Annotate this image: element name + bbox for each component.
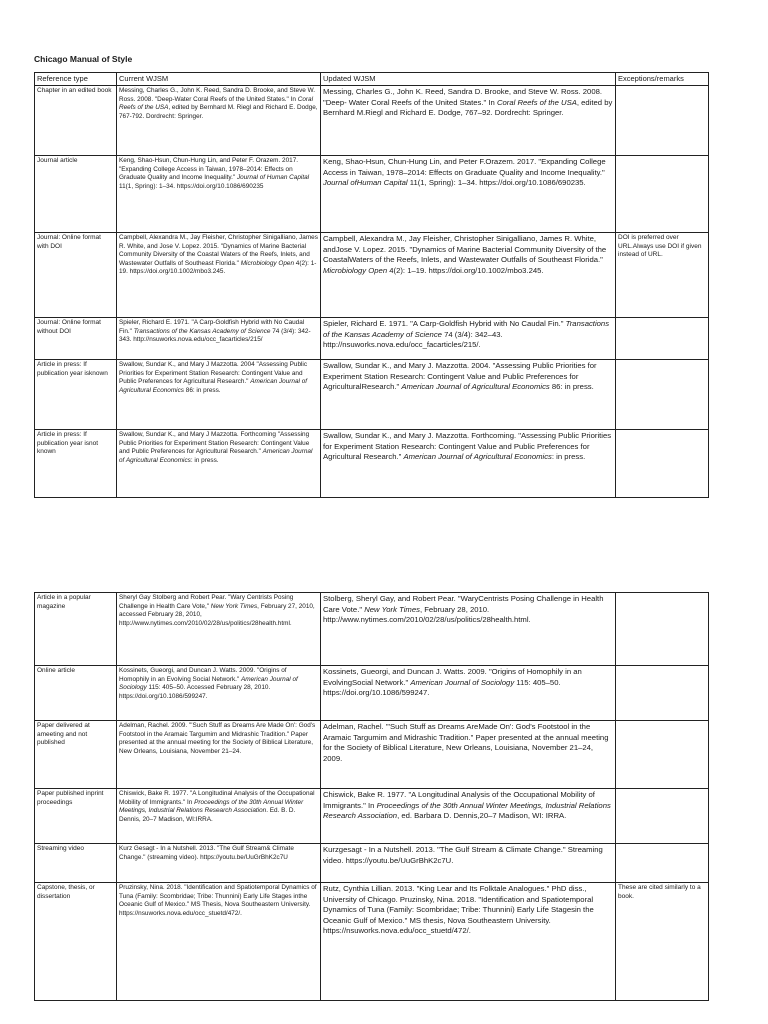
citation-text: , ed. Barbara D. Dennis,20–7 Madison, WI: IRRA. (397, 811, 567, 821)
reference-type-cell: Paper delivered at ameeting and not published (35, 721, 117, 789)
citation-text: : in press. (190, 456, 219, 464)
updated-wjsm-cell (321, 86, 616, 156)
exceptions-cell (616, 318, 709, 360)
citation-text: 4(2): 1–19. https://doi.org/10.1002/mbo3.245. (387, 265, 544, 275)
citation-text: Kossinets, Gueorgi, and Duncan J. Watts. 2009. "Origins of Homophily in an Evolving Social Network." (119, 667, 287, 683)
table-row (35, 233, 709, 318)
current-wjsm-cell (117, 883, 321, 1001)
reference-type-cell: Capstone, thesis, or dissertation (35, 883, 117, 1001)
reference-type-cell: Streaming video (35, 844, 117, 883)
citation-text: Keng, Shao-Hsun, Chun-Hung Lin, and Peter F. Orazem. 2017. "Expanding College Access in Taiwan, 1978–2014: Effects on Graduate Quality and Income Inequality." (119, 157, 299, 182)
header-updated-wjsm: Updated WJSM (321, 73, 616, 86)
table-row (35, 789, 709, 844)
table-row (35, 430, 709, 498)
citation-text: Swallow, Sundar K., and Mary J. Mazzotta. Forthcoming. "Assessing Public Priorities for Experiment Station Research: Contingent Value and Public Preferences for Agricultural Research." (323, 431, 612, 462)
citation-text: 86: in press. (549, 382, 594, 392)
updated-wjsm-cell (321, 721, 616, 789)
citation-text: Chiswick, Bake R. 1977. "A Longitudinal Analysis of the Occupational Mobility of Immigrants." In (323, 790, 595, 810)
exceptions-cell (616, 360, 709, 430)
citation-text: 74 (3/4): 342-343. http://nsuworks.nova.edu/occ_facarticles/215/ (119, 327, 311, 344)
citation-text: . Ed. B. D. Dennis, 20–7 Madison, WI:IRRA. (119, 807, 296, 823)
citation-text: Swallow, Sundar K., and Mary J Mazzotta. Forthcoming "Assessing Public Priorities for Experiment Station Research: Contingent Value and Public Preferences for Agricultural Research." (119, 431, 310, 456)
header-reference-type: Reference type (35, 73, 117, 86)
citation-text: Keng, Shao-Hsun, Chun-Hung Lin, and Peter F.Orazem. 2017. "Expanding College Access in Taiwan, 1978–2014: Effects on Graduate Quality and Income Inequality." (323, 157, 606, 177)
citation-text: , February 27, 2010, accessed February 28, 2010, http://www.nytimes.com/2010/02/28/us/politics/28health.html. (119, 602, 315, 627)
citation-text: Swallow, Sundar K., and Mary J Mazzotta. 2004 "Assessing Public Priorities for Experiment Station Research: Contingent Value and Public Preferences for Agricultural Research." (119, 361, 308, 386)
italic-title: Microbiology Open (323, 265, 388, 275)
citation-text: Kossinets, Gueorgi, and Duncan J. Watts. 2009. "Origins of Homophily in an EvolvingSocial Network." (323, 667, 582, 687)
current-wjsm-cell (117, 233, 321, 318)
table-row (35, 360, 709, 430)
citation-text: Spieler, Richard E. 1971. "A Carp-Goldfish Hybrid with No Caudal Fin." (323, 319, 566, 328)
italic-title: American Journal of Agricultural Economics (119, 378, 308, 394)
citation-text: , edited by Bernhard M. Riegl and Richard E. Dodge, 767-792. Dordrecht: Springer. (119, 104, 318, 120)
table-row (35, 844, 709, 883)
exceptions-cell (616, 789, 709, 844)
italic-title: Coral Reefs of the USA (496, 97, 577, 107)
exceptions-cell: These are cited similarly to a book. (616, 883, 709, 1001)
updated-wjsm-cell (321, 789, 616, 844)
citation-text: Chiswick, Bake R. 1977. "A Longitudinal Analysis of the Occupational Mobility of Immigrants." In (119, 790, 315, 806)
citation-text: 11(1, Spring): 1–34. https://doi.org/10.1086/690235 (119, 182, 264, 190)
exceptions-cell (616, 666, 709, 721)
updated-wjsm-cell (321, 233, 616, 318)
reference-type-cell: Journal: Online format without DOI (35, 318, 117, 360)
citation-text: Adelman, Rachel. "'Such Stuff as Dreams AreMade On': God's Footstool in the Aramaic Targumim and Midrashic Tradition." Paper presented at the annual meeting for the Society of Biblical Literature, New Orleans, Louisiana, November 21–24, 2009. (323, 722, 609, 763)
citation-text: , edited by Bernhard M.Riegl and Richard E. Dodge, 767–92. Dordrecht: Springer. (323, 97, 613, 118)
table-header-row (35, 73, 709, 86)
citation-text: Adelman, Rachel. 2009. "'Such Stuff as Dreams Are Made On': God's Footstool in the Aramaic Targumim and Midrashic Tradition." Paper presented at the annual meeting for the Society of Biblical Literature, New Orleans, Louisiana, November 21–24. (119, 722, 316, 755)
current-wjsm-cell (117, 789, 321, 844)
citation-text: 74 (3/4): 342–43. http://nsuworks.nova.edu/occ_facarticles/215/. (323, 329, 503, 350)
citation-text: Messing, Charles G., John K. Reed, Sandra D. Brooke, and Steve W. Ross. 2008. "Deep- Water Coral Reefs of the United States." In (323, 87, 603, 107)
updated-wjsm-cell (321, 156, 616, 233)
italic-title: Transactions of the Kansas Academy of Science (133, 327, 271, 335)
italic-title: American Journal of Sociology (410, 677, 515, 687)
updated-wjsm-cell (321, 593, 616, 666)
citation-text: 115: 405–50. Accessed February 28, 2010. https://doi.org/10.1086/599247. (119, 684, 271, 700)
current-wjsm-cell (117, 156, 321, 233)
table-row (35, 883, 709, 1001)
citation-text: Campbell, Alexandra M., Jay Fleisher, Christopher Sinigalliano, James R. White, andJose V. Lopez. 2015. "Dynamics of Marine Bacterial Community Diversity of the CoastalWaters of the Reefs, Inlets, and Wastewater Outfalls of Southeast Florida." (323, 234, 607, 265)
current-wjsm-cell (117, 86, 321, 156)
italic-title: Proceedings of the 30th Annual Winter Meetings, Industrial Relations Research Association (119, 798, 304, 815)
reference-type-cell: Chapter in an edited book (35, 86, 117, 156)
italic-title: New York Times (364, 604, 420, 614)
table-row (35, 156, 709, 233)
citation-text: : in press. (551, 452, 586, 462)
exceptions-cell: DOI is preferred over URL.Always use DOI if given instead of URL. (616, 233, 709, 318)
table-row (35, 593, 709, 666)
reference-table-continued (34, 592, 709, 1001)
italic-title: Proceedings of the 30th Annual Winter Meetings, Industrial Relations Research Association (323, 800, 611, 821)
updated-wjsm-cell (321, 360, 616, 430)
citation-text: Messing, Charles G., John K. Reed, Sandra D. Brooke, and Steve W. Ross. 2008. "Deep-Water Coral Reefs of the United States." In (119, 87, 316, 103)
current-wjsm-cell (117, 360, 321, 430)
current-wjsm-cell (117, 721, 321, 789)
current-wjsm-cell (117, 318, 321, 360)
header-exceptions: Exceptions/remarks (616, 73, 709, 86)
italic-title: Coral Reefs of the USA (119, 95, 313, 112)
citation-text: Pruzinsky, Nina. 2018. "Identification and Spatiotemporal Dynamics of Tuna (Family: Scombridae; Tribe: Thunnini) Early Life Stages inthe Oceanic Gulf of Mexico." MS Thesis, Nova Southeastern University. https://nsuworks.nova.edu/occ_stuetd/472/. (119, 884, 317, 917)
reference-type-cell: Article in press: If publication year isknown (35, 360, 117, 430)
table-row (35, 318, 709, 360)
reference-type-cell: Journal: Online format with DOI (35, 233, 117, 318)
updated-wjsm-cell (321, 318, 616, 360)
italic-title: American Journal of Sociology (119, 675, 298, 692)
citation-text: Spieler, Richard E. 1971. "A Carp-Goldfish Hybrid with No Caudal Fin." (119, 319, 305, 335)
current-wjsm-cell (117, 430, 321, 498)
citation-text: Kurzgesagt - In a Nutshell. 2013. "The Gulf Stream & Climate Change." Streaming video. https://youtu.be/UuGrBhK2c7U. (323, 845, 603, 865)
citation-text: Sheryl Gay Stolberg and Robert Pear. "Wary Centrists Posing Challenge in Health Care Vote," (119, 594, 294, 610)
italic-title: Microbiology Open (240, 259, 295, 267)
citation-text: 11(1, Spring): 1–34. https://doi.org/10.1086/690235. (407, 178, 586, 188)
citation-text: Kurz Gesagt - In a Nutshell. 2013. "The Gulf Stream& Climate Change." (streaming video). https://youtu.be/UuGrBhK2c7U (119, 845, 294, 861)
exceptions-cell (616, 86, 709, 156)
table-row (35, 721, 709, 789)
current-wjsm-cell (117, 844, 321, 883)
exceptions-cell (616, 844, 709, 883)
current-wjsm-cell (117, 666, 321, 721)
header-current-wjsm: Current WJSM (117, 73, 321, 86)
citation-text: Stolberg, Sheryl Gay, and Robert Pear. "WaryCentrists Posing Challenge in Health Care Vote." (323, 594, 604, 614)
updated-wjsm-cell (321, 430, 616, 498)
citation-text: Campbell, Alexandra M., Jay Fleisher, Christopher Sinigalliano, James R. White, and Jose V. Lopez. 2015. "Dynamics of Marine Bacterial Community Diversity of the Coastal Waters of the Reefs, Inlets, and Wastewater Outfalls of Southeast Florida." (119, 234, 318, 267)
updated-wjsm-cell (321, 883, 616, 1001)
citation-text: 4(2): 1-19. https://doi.org/10.1002/mbo3.245. (119, 259, 317, 276)
citation-text: 115: 405–50. https://doi.org/10.1086/599247. (323, 677, 561, 698)
reference-type-cell: Article in press: If publication year isnot known (35, 430, 117, 498)
italic-title: American Journal of Agricultural Economics (401, 382, 550, 392)
italic-title: American Journal of Agricultural Economics (403, 452, 552, 462)
citation-text: , February 28, 2010. http://www.nytimes.com/2010/02/28/us/politics/28health.html. (323, 604, 531, 625)
reference-type-cell: Online article (35, 666, 117, 721)
page-title: Chicago Manual of Style (34, 54, 133, 64)
italic-title: Journal ofHuman Capital (323, 178, 408, 188)
table-row (35, 86, 709, 156)
exceptions-cell (616, 593, 709, 666)
updated-wjsm-cell (321, 666, 616, 721)
exceptions-cell (616, 156, 709, 233)
reference-type-cell: Journal article (35, 156, 117, 233)
exceptions-cell (616, 721, 709, 789)
italic-title: Transactions of the Kansas Academy of Science (323, 319, 610, 339)
updated-wjsm-cell (321, 844, 616, 883)
reference-type-cell: Paper published inprint proceedings (35, 789, 117, 844)
reference-type-cell: Article in a popular magazine (35, 593, 117, 666)
citation-text: Rutz, Cynthia Lillian. 2013. "King Lear and Its Folktale Analogues." PhD diss., University of Chicago. Pruzinsky, Nina. 2018. "Identification and Spatiotemporal Dynamics of Tuna (Family: Scombridae; Tribe: Thunnini) Early Life Stagesin the Oceanic Gulf of Mexico." MS thesis, Nova Southeastern University. https://nsuworks.nova.edu/occ_stuetd/472/. (323, 884, 594, 936)
table-row (35, 666, 709, 721)
citation-text: Swallow, Sundar K., and Mary J. Mazzotta. 2004. "Assessing Public Priorities for Experiment Station Research: Contingent Value and Public Preferences for AgriculturalResearch." (323, 361, 597, 392)
exceptions-cell (616, 430, 709, 498)
italic-title: New York Times (210, 602, 258, 610)
reference-table (34, 72, 709, 498)
italic-title: American Journal of Agricultural Economics (119, 448, 313, 464)
italic-title: Journal of Human Capital (236, 174, 310, 182)
current-wjsm-cell (117, 593, 321, 666)
citation-text: 86: in press. (184, 386, 221, 394)
